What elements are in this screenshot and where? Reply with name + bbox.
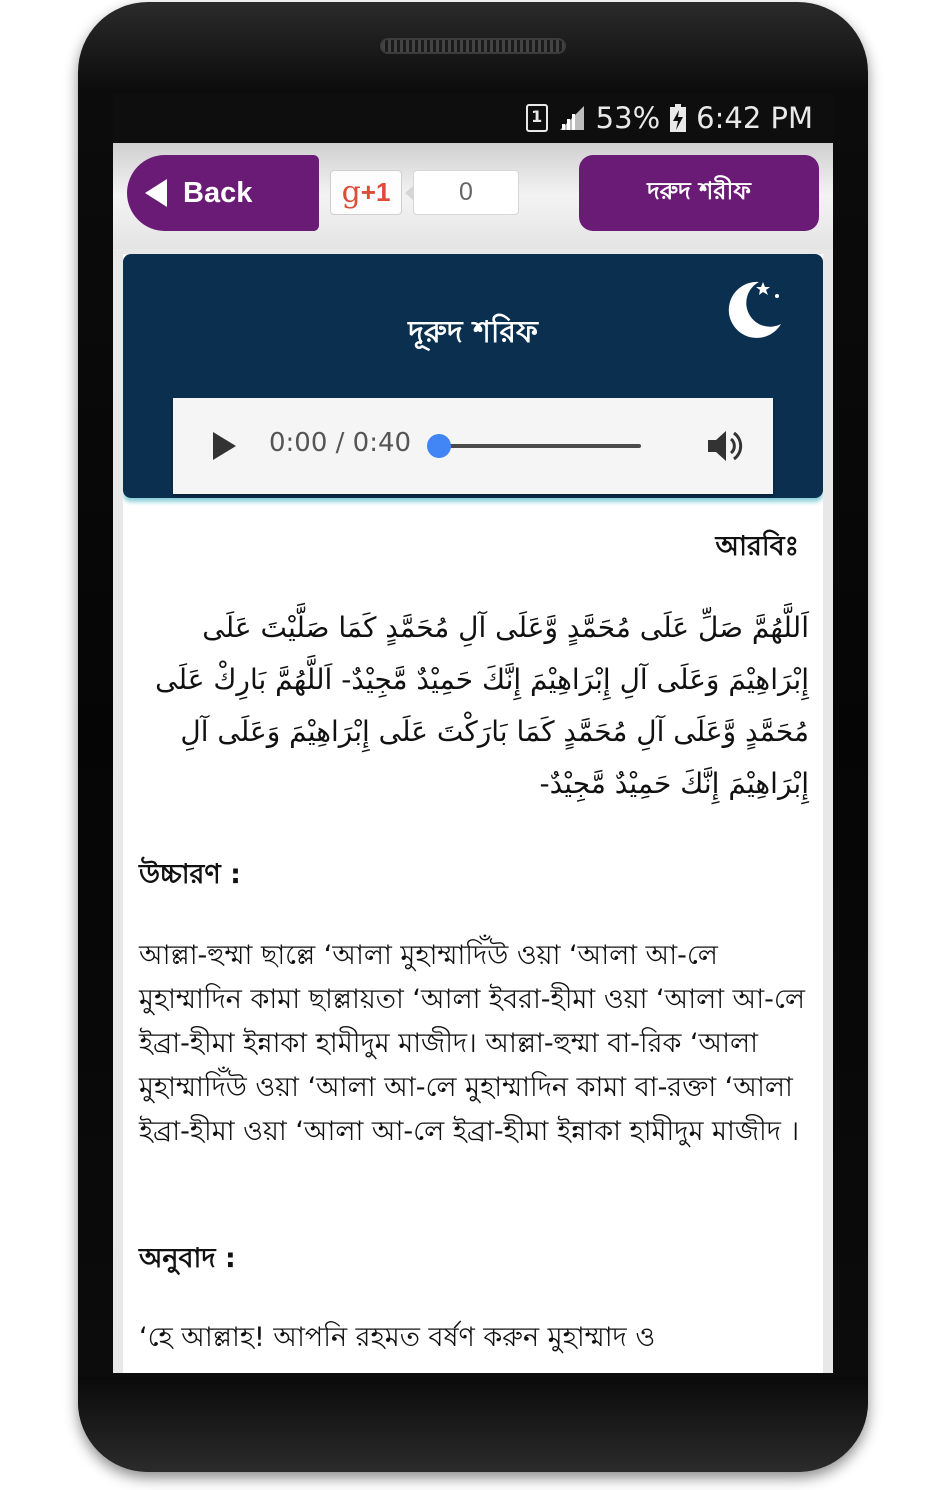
sim-icon: 1 — [526, 104, 548, 132]
seek-thumb[interactable] — [427, 434, 451, 458]
page-title: দূরুদ শরিফ — [408, 315, 538, 350]
battery-percent: 53% — [595, 101, 661, 135]
google-g-icon: g — [341, 175, 361, 210]
clock: 6:42 PM — [696, 101, 813, 135]
seek-bar[interactable] — [439, 444, 641, 448]
back-arrow-icon — [145, 179, 167, 207]
audio-time: 0:00 / 0:40 — [269, 428, 412, 458]
speaker-grille — [380, 38, 566, 54]
play-icon[interactable] — [213, 432, 236, 460]
battery-charging-icon — [670, 104, 686, 132]
durud-sharif-button[interactable]: দরুদ শরীফ — [579, 155, 819, 231]
gplus-count-bubble: 0 — [413, 170, 519, 215]
gplus-label: +1 — [360, 177, 391, 207]
arabic-text: اَللَّهُمَّ صَلِّ عَلَى مُحَمَّدٍ وَّعَلَى آلِ مُحَمَّدٍ كَمَا صَلَّيْتَ عَلَى إِبْرَاهِيْمَ وَعَلَى آلِ إِبْرَاهِيْمَ إِنَّكَ حَمِيْدٌ مَّجِيْدٌ- اَللَّهُمَّ بَارِكْ عَلَى مُحَمَّدٍ وَّعَلَى آلِ مُحَمَّدٍ كَمَا بَارَكْتَ عَلَى إِبْرَاهِيْمَ وَعَلَى آلِ إِبْرَاهِيْمَ إِنَّكَ حَمِيْدٌ مَّجِيْدٌ- — [155, 611, 809, 800]
content-area[interactable] — [123, 254, 823, 1373]
pronunciation-label: উচ্চারণ : — [139, 859, 241, 890]
back-button[interactable] — [127, 155, 319, 231]
top-bar — [113, 143, 833, 249]
status-bar — [113, 93, 833, 143]
back-label: Back — [183, 176, 253, 209]
volume-icon[interactable] — [705, 426, 745, 466]
google-plus-one-button[interactable] — [330, 170, 402, 215]
phone-bottom-bezel — [78, 1377, 868, 1472]
translation-text: ‘হে আল্লাহ! আপনি রহমত বর্ষণ করুন মুহাম্মাদ ও — [139, 1322, 656, 1353]
arabic-label: আরবিঃ — [715, 531, 799, 562]
signal-icon — [558, 104, 586, 132]
pronunciation-text: আল্লা-হুম্মা ছাল্লে ‘আলা মুহাম্মাদিঁউ ওয়া ‘আলা আ-লে মুহাম্মাদিন কামা ছাল্লায়তা ‘আলা ইবরা-হীমা ওয়া ‘আলা আ-লে ইব্রা-হীমা ইন্নাকা হামীদুম মাজীদ। আল্লা-হুম্মা বা-রিক ‘আলা মুহাম্মাদিঁউ ওয়া ‘আলা আ-লে মুহাম্মাদিন কামা বা-রক্তা ‘আলা ইব্রা-হীমা ওয়া ‘আলা আ-লে ইব্রা-হীমা ইন্নাকা হামীদুম মাজীদ । — [139, 940, 805, 1147]
translation-label: অনুবাদ : — [139, 1243, 236, 1274]
screen — [113, 93, 833, 1373]
audio-player — [173, 398, 773, 494]
header-panel — [123, 254, 823, 498]
